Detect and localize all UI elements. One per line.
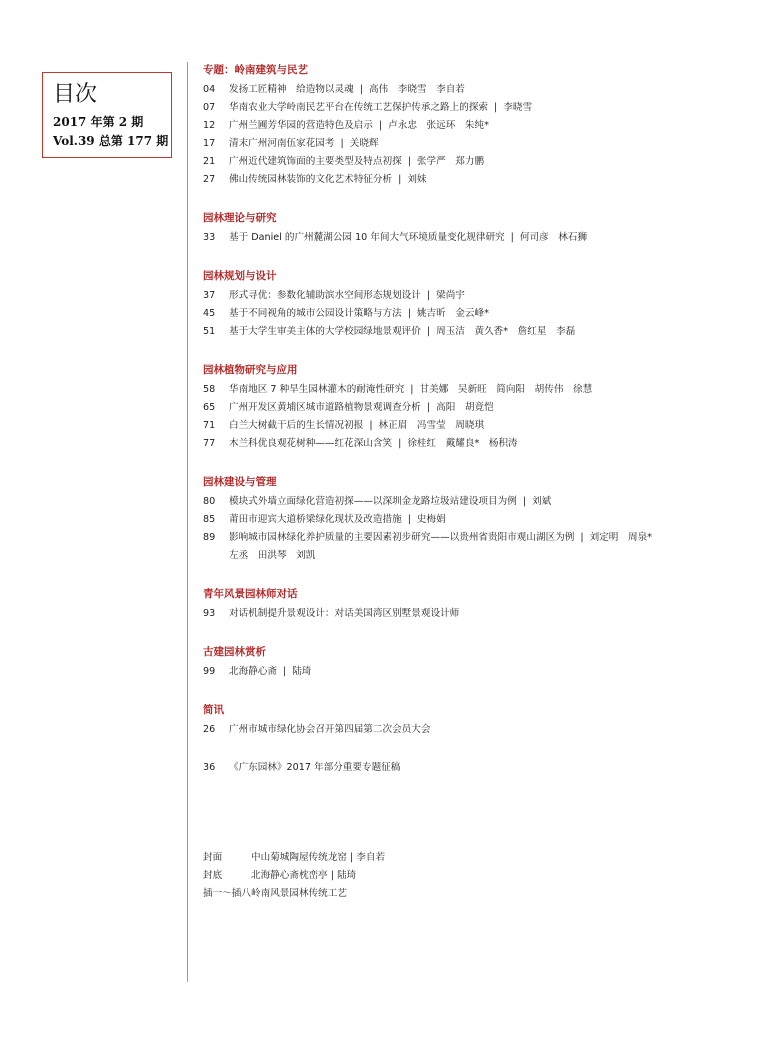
- article-title: 华南农业大学岭南民艺平台在传统工艺保护传承之路上的探索: [229, 102, 489, 113]
- toc-section: [203, 643, 763, 681]
- separator: |: [426, 326, 431, 337]
- toc-entry[interactable]: [203, 99, 763, 117]
- page-number: 45: [203, 308, 216, 319]
- section-heading: 青年风景园林师对话: [203, 588, 298, 600]
- section-heading: 古建园林赏析: [203, 646, 266, 658]
- separator: |: [426, 290, 431, 301]
- toc-entry[interactable]: [203, 663, 763, 681]
- article-title: 基于 Daniel 的广州麓湖公园 10 年间大气环境质量变化规律研究: [229, 232, 505, 243]
- article-title: 基于不同视角的城市公园设计策略与方法: [229, 308, 402, 319]
- volume-line: Vol.39 总第 177 期: [53, 134, 169, 148]
- page-number: 26: [203, 724, 216, 735]
- toc-entry[interactable]: [203, 381, 763, 399]
- toc-entry[interactable]: [203, 153, 763, 171]
- toc-entry[interactable]: [203, 435, 763, 453]
- article-authors: 史梅娟: [416, 514, 446, 525]
- separator: |: [282, 666, 287, 677]
- article-authors: 高伟 李晓雪 李自若: [368, 84, 465, 95]
- section-heading: 园林理论与研究: [203, 212, 277, 224]
- separator: |: [398, 174, 402, 185]
- toc-title: 目次: [53, 82, 98, 107]
- toc-entry[interactable]: [203, 399, 763, 417]
- cover-credits: [203, 849, 385, 903]
- article-authors: 关晓辉: [349, 138, 379, 149]
- article-title: 莆田市迎宾大道桥梁绿化现状及改造措施: [229, 514, 402, 525]
- article-authors: 卢永忠 张远环 朱纯*: [388, 120, 489, 131]
- separator: |: [369, 420, 373, 431]
- article-authors: 张学严 郑力鹏: [416, 156, 485, 167]
- section-heading: 园林建设与管理: [203, 476, 277, 488]
- article-title: 北海静心斋: [229, 666, 277, 677]
- separator: |: [340, 138, 344, 149]
- toc-entry[interactable]: [203, 323, 763, 341]
- cover-credit-row: [203, 867, 385, 885]
- article-authors: 林正眉 冯雪莹 周晓琪: [378, 420, 485, 431]
- article-authors: 梁尚宇: [436, 290, 465, 301]
- cover-text: 北海静心斋枕峦亭: [251, 870, 328, 881]
- article-title: 广州近代建筑饰面的主要类型及特点初探: [229, 156, 402, 167]
- toc-entry[interactable]: [203, 721, 763, 739]
- page-number: 85: [203, 514, 216, 525]
- section-heading: 园林植物研究与应用: [203, 364, 298, 376]
- toc-section: [203, 585, 763, 623]
- page-number: 07: [203, 102, 216, 113]
- page-number: 65: [203, 402, 216, 413]
- toc-entry[interactable]: [203, 605, 763, 623]
- cover-label: 插一～插八: [203, 888, 251, 899]
- page-number: 04: [203, 84, 216, 95]
- article-title: 广州开发区黄埔区城市道路植物景观调查分析: [229, 402, 421, 413]
- article-title: 广州兰圃芳华园的营造特色及启示: [229, 120, 373, 131]
- toc-section: [203, 701, 763, 739]
- toc-section: [203, 61, 763, 189]
- cover-author: 李自若: [356, 852, 386, 863]
- article-title: 佛山传统园林装饰的文化艺术特征分析: [229, 174, 393, 185]
- toc-section: [203, 209, 763, 247]
- toc-entry[interactable]: [203, 135, 763, 153]
- article-authors: 李晓雪: [503, 102, 533, 113]
- article-authors: 陆琦: [292, 666, 312, 677]
- separator: |: [346, 852, 357, 863]
- page-number: 33: [203, 232, 216, 243]
- page-number: 93: [203, 608, 216, 619]
- section-heading: 专题：岭南建筑与民艺: [203, 64, 308, 76]
- article-title: 影响城市园林绿化养护质量的主要因素初步研究——以贵州省贵阳市观山湖区为例: [229, 532, 575, 543]
- article-title: 木兰科优良观花树种——红花深山含笑: [229, 438, 393, 449]
- page-number: 51: [203, 326, 216, 337]
- toc-entry[interactable]: [203, 287, 763, 305]
- vertical-divider: [187, 62, 188, 982]
- article-authors: 姚吉昕 金云峰*: [416, 308, 489, 319]
- cover-text: 岭南风景园林传统工艺: [251, 888, 347, 899]
- page-number: 80: [203, 496, 216, 507]
- article-title: 发扬工匠精神 给造物以灵魂: [229, 84, 354, 95]
- toc-entry[interactable]: [203, 305, 763, 323]
- page-number: 58: [203, 384, 216, 395]
- page-number: 99: [203, 666, 216, 677]
- separator: |: [410, 384, 414, 395]
- section-heading: 园林规划与设计: [203, 270, 277, 282]
- article-title: 基于大学生审美主体的大学校园绿地景观评价: [229, 326, 421, 337]
- toc-entry[interactable]: [203, 493, 763, 511]
- article-authors-continued: 左丞 田洪琴 刘凯: [229, 550, 316, 561]
- article-authors: 何司彦 林石狮: [519, 232, 588, 243]
- toc-section: [203, 473, 763, 565]
- page-number: 89: [203, 532, 216, 543]
- toc-entry[interactable]: [203, 417, 763, 435]
- page-number: 36: [203, 762, 216, 773]
- toc-section: [203, 267, 763, 341]
- article-title: 清末广州河南伍家花园考: [229, 138, 335, 149]
- article-title: 形式寻优：参数化辅助滨水空间形态规划设计: [229, 290, 421, 301]
- separator: |: [327, 870, 338, 881]
- article-authors: 徐桂红 戴耀良* 杨积涛: [407, 438, 518, 449]
- cover-label: 封底: [203, 870, 223, 881]
- page-number: 12: [203, 120, 216, 131]
- separator: |: [407, 156, 411, 167]
- article-authors: 刘妹: [407, 174, 427, 185]
- toc-entry[interactable]: [203, 81, 763, 99]
- separator: |: [522, 496, 527, 507]
- toc-content: [203, 61, 763, 777]
- toc-entry[interactable]: [203, 117, 763, 135]
- section-heading: 简讯: [203, 704, 224, 716]
- page-number: 27: [203, 174, 216, 185]
- article-title: 模块式外墙立面绿化营造初探——以深圳金龙路垃圾站建设项目为例: [229, 496, 517, 507]
- toc-entry[interactable]: [203, 229, 763, 247]
- article-authors: 高阳 胡竟恺: [436, 402, 494, 413]
- cover-label: 封面: [203, 852, 223, 863]
- cover-author: 陆琦: [337, 870, 357, 881]
- issue-info-box: [42, 72, 172, 158]
- article-title: 白兰大树截干后的生长情况初报: [229, 420, 364, 431]
- cover-credit-row: [203, 885, 385, 903]
- issue-line: 2017 年第 2 期: [53, 115, 144, 129]
- separator: |: [378, 120, 383, 131]
- separator: |: [407, 514, 411, 525]
- toc-entry-standalone[interactable]: [203, 759, 763, 777]
- article-authors: 刘定明 周泉*: [589, 532, 652, 543]
- page-number: 21: [203, 156, 216, 167]
- toc-section: [203, 361, 763, 453]
- toc-entry[interactable]: [203, 511, 763, 529]
- separator: |: [426, 402, 431, 413]
- article-title: 对话机制提升景观设计：对话美国湾区别墅景观设计师: [229, 608, 460, 619]
- toc-entry[interactable]: [203, 529, 763, 547]
- separator: |: [407, 308, 411, 319]
- article-authors: 刘斌: [532, 496, 552, 507]
- article-authors: 周玉洁 黄久香* 詹红星 李磊: [436, 326, 576, 337]
- separator: |: [510, 232, 514, 243]
- article-title: 华南地区 7 种旱生园林灌木的耐淹性研究: [229, 384, 405, 395]
- page-number: 71: [203, 420, 216, 431]
- separator: |: [494, 102, 498, 113]
- separator: |: [359, 84, 363, 95]
- cover-text: 中山菊城陶屋传统龙窑: [251, 852, 347, 863]
- article-authors: 甘美娜 吴新旺 简向阳 胡传伟 徐慧: [419, 384, 593, 395]
- page-number: 37: [203, 290, 216, 301]
- separator: |: [580, 532, 584, 543]
- cover-credit-row: [203, 849, 385, 867]
- article-title: 广州市城市绿化协会召开第四届第二次会员大会: [229, 724, 431, 735]
- page-number: 77: [203, 438, 216, 449]
- toc-entry[interactable]: [203, 171, 763, 189]
- page-number: 17: [203, 138, 216, 149]
- article-title: 《广东园林》2017 年部分重要专题征稿: [229, 762, 401, 773]
- separator: |: [398, 438, 402, 449]
